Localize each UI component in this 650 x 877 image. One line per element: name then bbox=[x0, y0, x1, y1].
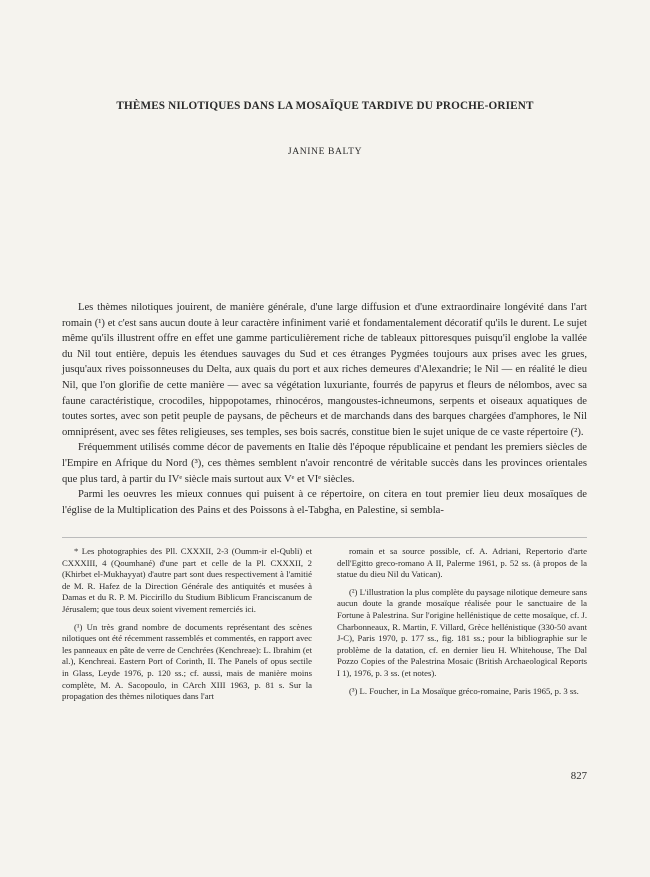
footnotes-right-column bbox=[337, 546, 587, 709]
body-paragraph: Parmi les oeuvres les mieux connues qui puisent à ce répertoire, on citera en tout premier lieu deux mosaïques de l'église de la Multiplication des Pains et des Poissons à el-Tabgha, en Palestine, si sembla- bbox=[62, 489, 587, 516]
body-paragraph: Les thèmes nilotiques jouirent, de manière générale, d'une large diffusion et d'une extraordinaire longévité dans l'art romain (¹) et c'est sans aucun doute à leur caractère infiniment varié et fondamentalement décoratif qu'ils le durent. Le sujet même qu'ils illustrent offre en effet une gamme particulièrement riche de tableaux pittoresques puisqu'il englobe la vallée du Nil tout entière, depuis les étendues sauvages du Sud et ces étranges Pygmées toujours aux prises avec les grues, jusqu'aux rives poissonneuses du Delta, aux quais du port et aux riches demeures d'Alexandrie; le Nil — en réalité le dieu Nil, que l'on glorifie de cette manière — avec sa végétation luxuriante, fourrés de papyrus et fleurs de nélombos, avec sa faune caractéristique, crocodiles, hippopotames, rhinocéros, mangoustes-ichneumons, serpents et oiseaux aquatiques de toutes sortes, avec son petit peuple de paysans, de pêcheurs et de marchands dans des barques chargées d'amphores, le Nil omniprésent, avec ses fêtes religieuses, ses temples, ses bois sacrés, constitue bien le sujet unique de ce vaste répertoire (²). bbox=[62, 302, 587, 438]
page-number: 827 bbox=[570, 770, 587, 782]
footnote: (²) L'illustration la plus complète du paysage nilotique demeure sans aucun doute la grande mosaïque réalisée pour le sanctuaire de la Fortune à Palestrina. Sur l'origine hellénistique de cette mosaïque, cf. J. Charbonneaux, R. Martin, F. Villard, Grèce hellénistique (330-50 avant J-C), Paris 1970, p. 177 ss., fig. 181 ss.; pour la bibliographie sur le problème de la datation, cf. en dernier lieu H. Whitehouse, The Dal Pozzo Copies of the Palestrina Mosaic (British Archaeological Reports I 1), 1976, p. 3 ss. (et notes). bbox=[337, 586, 587, 678]
footnote: (³) L. Foucher, in La Mosaïque gréco-romaine, Paris 1965, p. 3 ss. bbox=[349, 685, 579, 696]
footnote: (¹) Un très grand nombre de documents représentant des scènes nilotiques ont été récemment rassemblés et commentés, en rapport avec les panneaux en pâte de verre de Cenchrées (Kenchreae): L. Ibrahim (et al.), Kenchreai. Eastern Port of Corinth, II. The Panels of opus sectile in Glass, Leyde 1976, p. 120 ss.; cf. aussi, mais de manière moins complète, M. A. Sacopoulo, in CArch XIII 1963, p. 81 s. Sur la propagation des thèmes nilotiques dans l'art bbox=[62, 621, 312, 702]
footnote-divider bbox=[62, 537, 587, 538]
article-title: THÈMES NILOTIQUES DANS LA MOSAÏQUE TARDIVE DU PROCHE-ORIENT bbox=[116, 100, 534, 112]
body-paragraph: Fréquemment utilisés comme décor de pavements en Italie dès l'époque républicaine et pendant les premiers siècles de l'Empire en Afrique du Nord (³), ces thèmes semblent n'avoir rencontré de véritable succès dans les provinces orientales que plus tard, à partir du IVᵉ siècle mais surtout aux Vᵉ et VIᵉ siècles. bbox=[62, 442, 587, 485]
footnote: * Les photographies des Pll. CXXXII, 2-3 (Oumm-ir el-Qubli) et CXXXIII, 4 (Qoumhané) d'une part et celle de la Pl. CXXXII, 2 (Khirbet el-Mukhayyat) d'autre part sont dues respectivement à l'amitié de M. R. Hafez de la Direction Générale des antiquités et musées à Damas et du R. P. M. Piccirillo du Studium Biblicum Franciscanum de Jérusalem; que tous deux soient vivement remerciés ici. bbox=[62, 546, 312, 614]
footnotes bbox=[62, 546, 587, 709]
footnote: romain et sa source possible, cf. A. Adriani, Repertorio d'arte dell'Egitto greco-romano A II, Palerme 1961, p. 52 ss. (à propos de la statue du dieu Nil du Vatican). bbox=[337, 546, 587, 580]
footnotes-left-column bbox=[62, 546, 312, 709]
author-name: JANINE BALTY bbox=[287, 146, 363, 157]
body-text bbox=[62, 300, 587, 518]
